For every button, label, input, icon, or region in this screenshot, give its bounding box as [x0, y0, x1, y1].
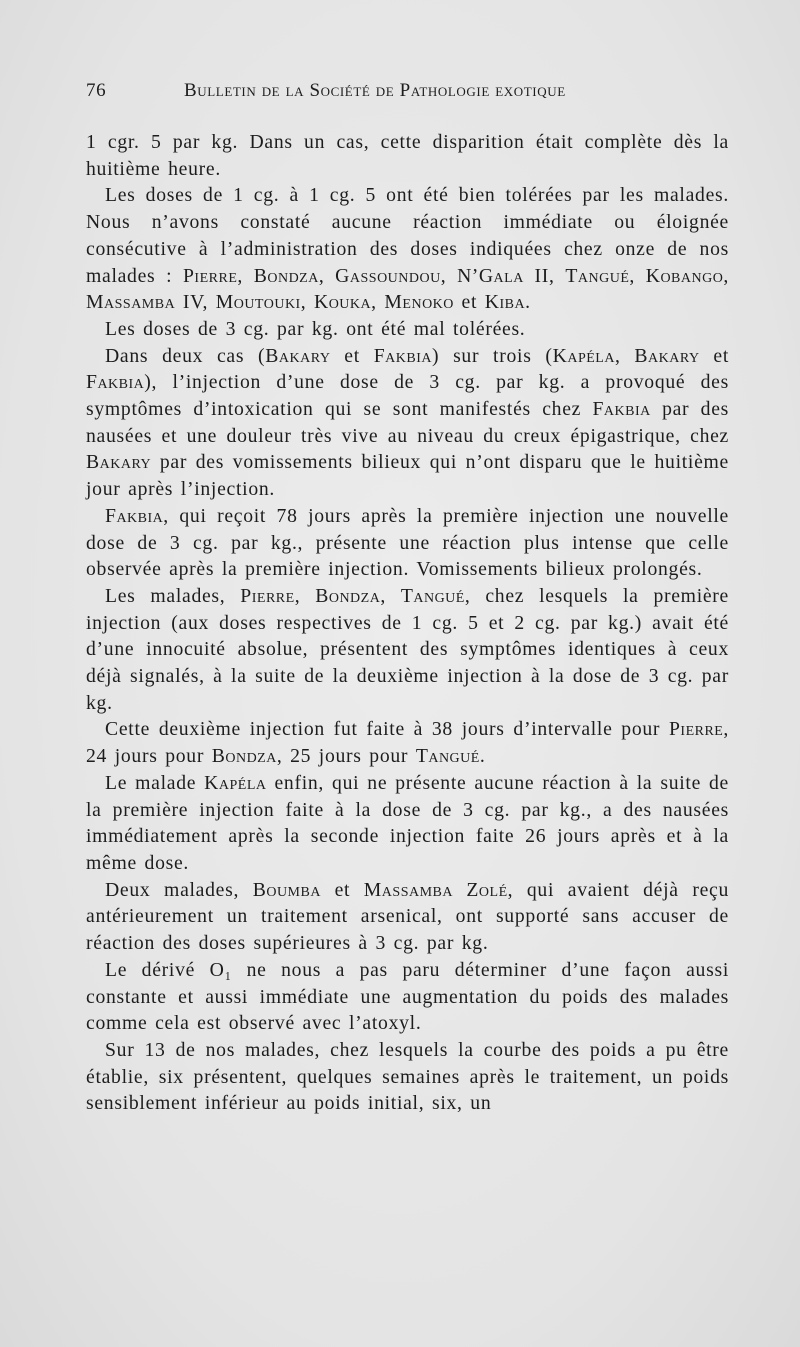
patient-name: Bondza	[315, 584, 381, 607]
paragraph-p9	[86, 877, 729, 957]
paragraph-p4	[86, 343, 729, 503]
patient-name: Bondza	[253, 264, 319, 287]
text-segment: et	[320, 878, 364, 901]
paragraph-p5	[86, 503, 729, 583]
journal-title: Bulletin de la Société de Pathologie exotique	[184, 80, 566, 101]
patient-name: Pierre	[182, 264, 238, 287]
text-segment: IV,	[175, 291, 216, 314]
text-segment: ,	[300, 291, 314, 314]
paragraph-p2	[86, 182, 729, 316]
patient-name: N’Gala	[457, 264, 524, 287]
text-segment: Les doses de 3 cg. par kg. ont été mal tolérées.	[105, 317, 526, 340]
page-number: 76	[86, 80, 107, 101]
text-segment: ,	[723, 264, 729, 287]
patient-name: Massamba Zolé	[363, 878, 508, 901]
text-segment: Cette deuxième injection fut faite à 38 jours d’intervalle pour	[105, 718, 669, 741]
paragraph-p3	[86, 316, 729, 343]
text-segment: Sur 13 de nos malades, chez lesquels la courbe des poids a pu être établie, six présentent, quelques semaines après le traitement, un poids sensiblement inférieur au poids initial, six, un	[86, 1038, 729, 1115]
text-segment: ,	[371, 291, 385, 314]
patient-name: Pierre	[668, 718, 724, 741]
patient-name: Tangué	[400, 584, 465, 607]
patient-name: Bakary	[634, 344, 700, 367]
text-segment: ,	[318, 264, 336, 287]
patient-name: Fakbia	[86, 371, 145, 394]
text-segment: enfin, qui ne présente aucune réaction à la suite de la première injection faite à la dose de 3 cg. par kg., a des nausées immédiatement après la seconde injection faite 26 jours après et à la même dose.	[86, 771, 729, 874]
paragraph-p11	[86, 1037, 729, 1117]
patient-name: Kapéla	[552, 344, 615, 367]
patient-name: Boumba	[252, 878, 321, 901]
patient-name: Kapéla	[204, 771, 267, 794]
paragraph-p8	[86, 770, 729, 877]
paragraph-p6	[86, 583, 729, 717]
patient-name: Kouka	[313, 291, 372, 314]
text-segment: , qui avaient déjà reçu antérieurement un traitement arsenical, ont supporté sans accuser de réaction des doses supérieures à 3 cg. par kg.	[86, 878, 730, 955]
text-segment: par des nausées et une douleur très vive au niveau du creux épigastrique, chez	[86, 398, 730, 447]
patient-name: Bakary	[86, 451, 152, 474]
patient-name: Fakbia	[373, 344, 432, 367]
patient-name: Fakbia	[592, 398, 651, 421]
text-segment: et	[453, 291, 485, 314]
paragraph-p1	[86, 129, 729, 182]
text-segment: et	[699, 344, 729, 367]
patient-name: Tangué	[415, 745, 480, 768]
text-segment: II,	[523, 264, 566, 287]
text-segment: ,	[629, 264, 646, 287]
text-segment: , 25 jours pour	[276, 745, 416, 768]
text-segment: par des vomissements bilieux qui n’ont disparu que le huitième jour après l’injection.	[86, 451, 729, 501]
text-segment: Le malade	[105, 771, 205, 794]
text-segment: ,	[294, 584, 316, 607]
patient-name: Tangué	[565, 264, 630, 287]
patient-name: Massamba	[86, 291, 176, 314]
patient-name: Fakbia	[105, 504, 164, 527]
text-segment: 1 cgr. 5 par kg. Dans un cas, cette disparition était complète dès la huitième heure.	[86, 131, 729, 180]
patient-name: Bakary	[265, 344, 331, 367]
patient-name: Gassoundou	[335, 264, 441, 287]
text-segment: et	[330, 344, 374, 367]
text-segment: ,	[614, 344, 635, 367]
text-segment: ) sur trois (	[431, 344, 553, 367]
text-segment: .	[479, 745, 486, 768]
text-segment: , qui reçoit 78 jours après la première injection une nouvelle dose de 3 cg. par kg., présente une réaction plus intense que celle observée après la première injection. Vomissements bilieux prolongés.	[86, 504, 729, 581]
body-text	[86, 129, 729, 1117]
text-segment: .	[525, 291, 531, 314]
text-segment: Deux malades,	[105, 878, 253, 901]
patient-name: Menoko	[384, 291, 454, 314]
patient-name: Pierre	[240, 584, 295, 607]
patient-name: Bondza	[211, 745, 277, 768]
text-segment: Les malades,	[105, 584, 241, 607]
text-segment: Le dérivé O₁ ne nous a pas paru déterminer d’une façon aussi constante et aussi immédiate une augmentation du poids des malades comme cela est observé avec l’atoxyl.	[86, 958, 729, 1035]
text-segment: , chez lesquels la première injection (aux doses respectives de 1 cg. 5 et 2 cg. par kg.) avait été d’une innocuité absolue, présentent des symptômes identiques à ceux déjà signalés, à la suite de la deuxième injection à la dose de 3 cg. par kg.	[86, 584, 730, 714]
text-segment: ,	[237, 264, 254, 287]
text-segment: Dans deux cas (	[105, 344, 266, 367]
paragraph-p10	[86, 957, 729, 1037]
patient-name: Moutouki	[215, 291, 301, 314]
text-segment: Les doses de 1 cg. à 1 cg. 5 ont été bien tolérées par les malades. Nous n’avons constaté aucune réaction immédiate ou éloignée consécutive à l’administration des doses indiquées chez onze de nos malades :	[86, 184, 729, 287]
running-head	[86, 80, 742, 104]
text-segment: ,	[440, 264, 458, 287]
text-segment: ,	[380, 584, 401, 607]
patient-name: Kobango	[645, 264, 724, 287]
text-segment: , 24 jours pour	[86, 718, 729, 768]
paragraph-p7	[86, 716, 729, 769]
text-segment: ), l’injection d’une dose de 3 cg. par kg. a provoqué des symptômes d’intoxication qui se sont manifestés chez	[86, 371, 729, 421]
patient-name: Kiba	[484, 291, 526, 314]
